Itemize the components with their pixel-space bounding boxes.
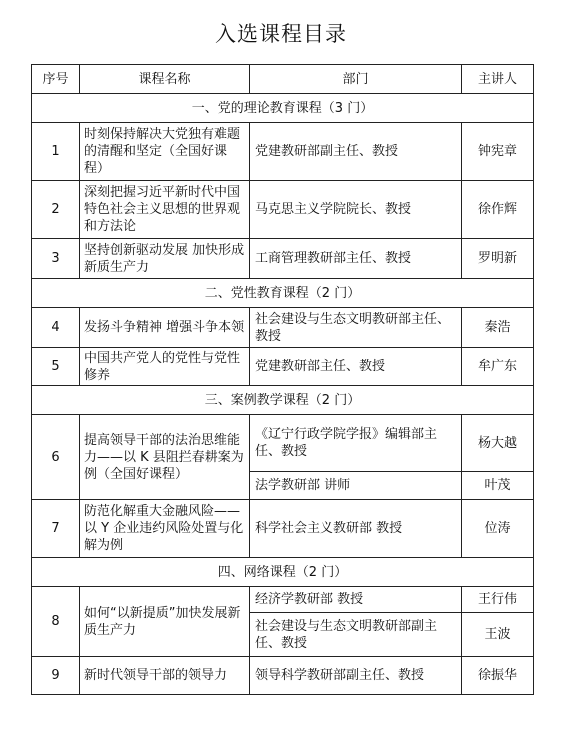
department: 经济学教研部 教授	[250, 587, 462, 613]
row-no: 8	[32, 587, 80, 657]
lecturer: 王波	[462, 613, 534, 657]
department: 领导科学教研部副主任、教授	[250, 657, 462, 695]
course-name: 提高领导干部的法治思维能力——以 K 县阻拦春耕案为例（全国好课程）	[80, 415, 250, 500]
department: 党建教研部主任、教授	[250, 348, 462, 386]
section-title: 二、党性教育课程（2 门）	[32, 279, 534, 308]
table-row	[32, 123, 534, 181]
table-row	[32, 181, 534, 239]
course-name: 坚持创新驱动发展 加快形成新质生产力	[80, 239, 250, 279]
department: 社会建设与生态文明教研部主任、教授	[250, 308, 462, 348]
table-row	[32, 239, 534, 279]
course-table	[31, 64, 534, 695]
row-no: 6	[32, 415, 80, 500]
lecturer: 叶茂	[462, 472, 534, 500]
lecturer: 秦浩	[462, 308, 534, 348]
header-dept: 部门	[250, 65, 462, 94]
department: 科学社会主义教研部 教授	[250, 500, 462, 558]
section-row	[32, 94, 534, 123]
department: 工商管理教研部主任、教授	[250, 239, 462, 279]
header-no: 序号	[32, 65, 80, 94]
department: 马克思主义学院院长、教授	[250, 181, 462, 239]
table-row	[32, 415, 534, 472]
section-row	[32, 558, 534, 587]
department: 法学教研部 讲师	[250, 472, 462, 500]
course-name: 中国共产党人的党性与党性修养	[80, 348, 250, 386]
table-row	[32, 587, 534, 613]
lecturer: 杨大越	[462, 415, 534, 472]
row-no: 1	[32, 123, 80, 181]
course-name: 时刻保持解决大党独有难题的清醒和坚定（全国好课程）	[80, 123, 250, 181]
section-title: 四、网络课程（2 门）	[32, 558, 534, 587]
row-no: 4	[32, 308, 80, 348]
row-no: 3	[32, 239, 80, 279]
course-name: 深刻把握习近平新时代中国特色社会主义思想的世界观和方法论	[80, 181, 250, 239]
header-lecturer: 主讲人	[462, 65, 534, 94]
course-name: 新时代领导干部的领导力	[80, 657, 250, 695]
section-title: 三、案例教学课程（2 门）	[32, 386, 534, 415]
section-title: 一、党的理论教育课程（3 门）	[32, 94, 534, 123]
row-no: 5	[32, 348, 80, 386]
lecturer: 牟广东	[462, 348, 534, 386]
table-row	[32, 657, 534, 695]
page-title: 入选课程目录	[215, 22, 347, 46]
table-row	[32, 308, 534, 348]
department: 社会建设与生态文明教研部副主任、教授	[250, 613, 462, 657]
header-row	[32, 65, 534, 94]
course-name: 发扬斗争精神 增强斗争本领	[80, 308, 250, 348]
lecturer: 徐作辉	[462, 181, 534, 239]
course-name: 如何“以新提质”加快发展新质生产力	[80, 587, 250, 657]
department: 党建教研部副主任、教授	[250, 123, 462, 181]
table-row	[32, 500, 534, 558]
row-no: 2	[32, 181, 80, 239]
lecturer: 王行伟	[462, 587, 534, 613]
table-row	[32, 348, 534, 386]
lecturer: 钟宪章	[462, 123, 534, 181]
row-no: 9	[32, 657, 80, 695]
lecturer: 徐振华	[462, 657, 534, 695]
course-name: 防范化解重大金融风险——以 Y 企业违约风险处置与化解为例	[80, 500, 250, 558]
section-row	[32, 279, 534, 308]
row-no: 7	[32, 500, 80, 558]
header-course: 课程名称	[80, 65, 250, 94]
lecturer: 罗明新	[462, 239, 534, 279]
section-row	[32, 386, 534, 415]
lecturer: 位涛	[462, 500, 534, 558]
department: 《辽宁行政学院学报》编辑部主任、教授	[250, 415, 462, 472]
